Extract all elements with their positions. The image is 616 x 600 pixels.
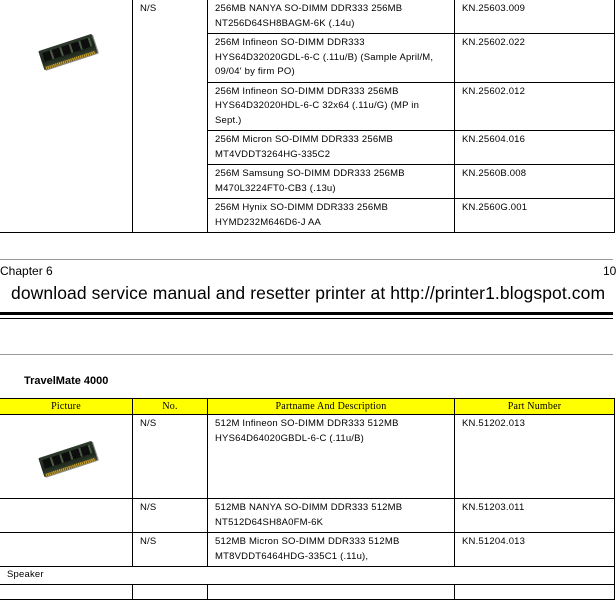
description-cell: 256MB NANYA SO-DIMM DDR333 256MB NT256D64SH8BAGM-6K (.14u) (208, 0, 455, 34)
description-cell: 256M Micron SO-DIMM DDR333 256MB MT4VDDT3264HG-335C2 (208, 131, 455, 165)
table-row (0, 499, 615, 533)
part-number-cell (455, 584, 615, 599)
column-header-picture: Picture (0, 399, 133, 415)
memory-module-icon (38, 34, 97, 70)
part-number-cell: KN.51204.013 (455, 533, 615, 567)
table-row (0, 567, 615, 585)
table-row (0, 533, 615, 567)
picture-cell (0, 0, 133, 233)
no-cell: N/S (133, 0, 208, 233)
speaker-row-label: Speaker (0, 567, 615, 585)
part-number-cell: KN.2560B.008 (455, 165, 615, 199)
section-title: TravelMate 4000 (24, 375, 109, 387)
picture-cell (0, 584, 133, 599)
description-cell: 256M Infineon SO-DIMM DDR333 256MB HYS64D32020HDL-6-C 32x64 (.11u/G) (MP in Sept.) (208, 82, 455, 131)
description-cell (208, 584, 455, 599)
column-header-description: Partname And Description (208, 399, 455, 415)
no-cell: N/S (133, 415, 208, 499)
picture-cell (0, 533, 133, 567)
header-rule (0, 354, 613, 355)
description-cell: 512MB NANYA SO-DIMM DDR333 512MB NT512D64SH8A0FM-6K (208, 499, 455, 533)
parts-table (0, 398, 615, 600)
picture-cell (0, 415, 133, 499)
page-number: 10 (603, 264, 616, 278)
top-parts-table (0, 0, 615, 233)
chapter-label: Chapter 6 (0, 264, 53, 278)
footer-rule (0, 259, 613, 260)
column-header-no: No. (133, 399, 208, 415)
memory-module-icon (38, 441, 97, 477)
part-number-cell: KN.25602.022 (455, 34, 615, 83)
description-cell: 512MB Micron SO-DIMM DDR333 512MB MT8VDDT6464HDG-335C1 (.11u), (208, 533, 455, 567)
part-number-cell: KN.51203.011 (455, 499, 615, 533)
table-row (0, 584, 615, 599)
description-cell: 256M Hynix SO-DIMM DDR333 256MB HYMD232M646D6-J AA (208, 199, 455, 233)
watermark-text: download service manual and resetter printer at http://printer1.blogspot.com (11, 283, 606, 303)
part-number-cell: KN.25604.016 (455, 131, 615, 165)
no-cell: N/S (133, 533, 208, 567)
table-row (0, 0, 615, 34)
column-header-part-number: Part Number (455, 399, 615, 415)
part-number-cell: KN.25603.009 (455, 0, 615, 34)
no-cell (133, 584, 208, 599)
table-header-row (0, 399, 615, 415)
picture-cell (0, 499, 133, 533)
page-separator (0, 312, 613, 315)
description-cell: 512M Infineon SO-DIMM DDR333 512MB HYS64D64020GBDL-6-C (.11u/B) (208, 415, 455, 499)
part-number-cell: KN.51202.013 (455, 415, 615, 499)
page-separator-thin (0, 318, 613, 319)
no-cell: N/S (133, 499, 208, 533)
table-row (0, 415, 615, 499)
description-cell: 256M Infineon SO-DIMM DDR333 HYS64D32020GDL-6-C (.11u/B) (Sample April/M, 09/04' by firm PO) (208, 34, 455, 83)
part-number-cell: KN.25602.012 (455, 82, 615, 131)
description-cell: 256M Samsung SO-DIMM DDR333 256MB M470L3224FT0-CB3 (.13u) (208, 165, 455, 199)
part-number-cell: KN.2560G.001 (455, 199, 615, 233)
